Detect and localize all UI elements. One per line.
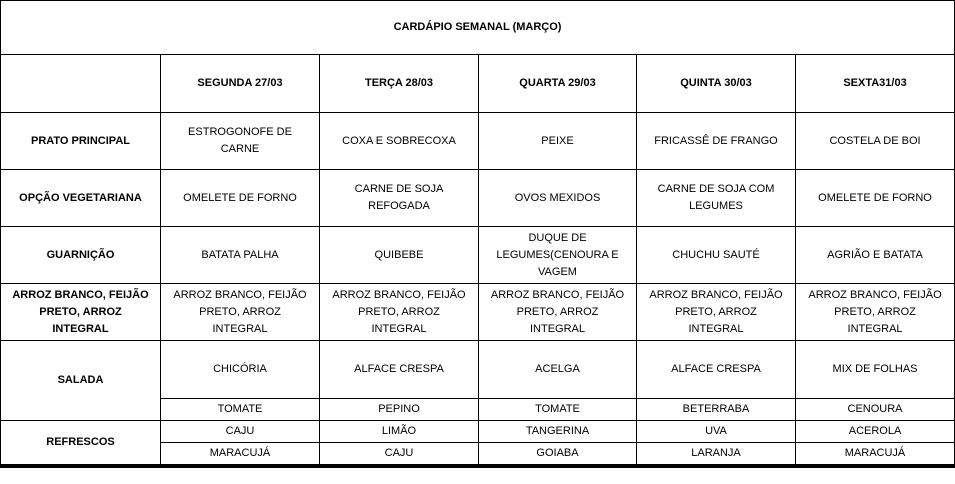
menu-cell: LIMÃO xyxy=(320,421,479,443)
row-opcao-vegetariana xyxy=(1,170,955,227)
title-row xyxy=(1,1,955,55)
menu-cell: COSTELA DE BOI xyxy=(796,113,955,170)
menu-cell: OMELETE DE FORNO xyxy=(796,170,955,227)
menu-cell: UVA xyxy=(637,421,796,443)
menu-cell: LARANJA xyxy=(637,443,796,467)
row-label-opcao-vegetariana: OPÇÃO VEGETARIANA xyxy=(1,170,161,227)
menu-cell: MARACUJÁ xyxy=(161,443,320,467)
menu-cell: ESTROGONOFE DE CARNE xyxy=(161,113,320,170)
header-row xyxy=(1,55,955,113)
menu-cell: AGRIÃO E BATATA xyxy=(796,227,955,284)
menu-cell: ARROZ BRANCO, FEIJÃO PRETO, ARROZ INTEGRAL xyxy=(796,284,955,341)
menu-cell: MIX DE FOLHAS xyxy=(796,341,955,399)
row-label-arroz-feijao: ARROZ BRANCO, FEIJÃO PRETO, ARROZ INTEGRAL xyxy=(1,284,161,341)
row-label-guarnicao: GUARNIÇÃO xyxy=(1,227,161,284)
menu-cell: PEIXE xyxy=(479,113,637,170)
row-label-prato-principal: PRATO PRINCIPAL xyxy=(1,113,161,170)
column-header-friday: SEXTA31/03 xyxy=(796,55,955,113)
menu-cell: CARNE DE SOJA REFOGADA xyxy=(320,170,479,227)
menu-cell: QUIBEBE xyxy=(320,227,479,284)
menu-cell: TANGERINA xyxy=(479,421,637,443)
menu-cell: CENOURA xyxy=(796,399,955,421)
menu-cell: BATATA PALHA xyxy=(161,227,320,284)
menu-cell: CARNE DE SOJA COM LEGUMES xyxy=(637,170,796,227)
column-header-wednesday: QUARTA 29/03 xyxy=(479,55,637,113)
column-header-thursday: QUINTA 30/03 xyxy=(637,55,796,113)
menu-cell: GOIABA xyxy=(479,443,637,467)
page-title: CARDÁPIO SEMANAL (MARÇO) xyxy=(1,1,955,55)
menu-cell: ALFACE CRESPA xyxy=(320,341,479,399)
menu-cell: BETERRABA xyxy=(637,399,796,421)
menu-cell: ARROZ BRANCO, FEIJÃO PRETO, ARROZ INTEGRAL xyxy=(637,284,796,341)
menu-cell: ACEROLA xyxy=(796,421,955,443)
menu-cell: DUQUE DE LEGUMES(CENOURA E VAGEM xyxy=(479,227,637,284)
menu-cell: TOMATE xyxy=(161,399,320,421)
menu-cell: ARROZ BRANCO, FEIJÃO PRETO, ARROZ INTEGRAL xyxy=(161,284,320,341)
menu-cell: CHICÓRIA xyxy=(161,341,320,399)
menu-cell: ARROZ BRANCO, FEIJÃO PRETO, ARROZ INTEGRAL xyxy=(479,284,637,341)
row-arroz-feijao xyxy=(1,284,955,341)
menu-cell: CAJU xyxy=(161,421,320,443)
row-guarnicao xyxy=(1,227,955,284)
corner-cell xyxy=(1,55,161,113)
menu-cell: COXA E SOBRECOXA xyxy=(320,113,479,170)
menu-cell: CAJU xyxy=(320,443,479,467)
row-label-refrescos: REFRESCOS xyxy=(1,421,161,467)
menu-cell: TOMATE xyxy=(479,399,637,421)
row-prato-principal xyxy=(1,113,955,170)
menu-cell: CHUCHU SAUTÉ xyxy=(637,227,796,284)
menu-cell: OVOS MEXIDOS xyxy=(479,170,637,227)
menu-cell: PEPINO xyxy=(320,399,479,421)
menu-cell: OMELETE DE FORNO xyxy=(161,170,320,227)
menu-cell: ARROZ BRANCO, FEIJÃO PRETO, ARROZ INTEGRAL xyxy=(320,284,479,341)
row-refrescos-1 xyxy=(1,421,955,443)
menu-cell: FRICASSÊ DE FRANGO xyxy=(637,113,796,170)
menu-cell: ACELGA xyxy=(479,341,637,399)
row-salada-leaves xyxy=(1,341,955,399)
menu-cell: ALFACE CRESPA xyxy=(637,341,796,399)
menu-cell: MARACUJÁ xyxy=(796,443,955,467)
row-label-salada: SALADA xyxy=(1,341,161,421)
column-header-monday: SEGUNDA 27/03 xyxy=(161,55,320,113)
column-header-tuesday: TERÇA 28/03 xyxy=(320,55,479,113)
